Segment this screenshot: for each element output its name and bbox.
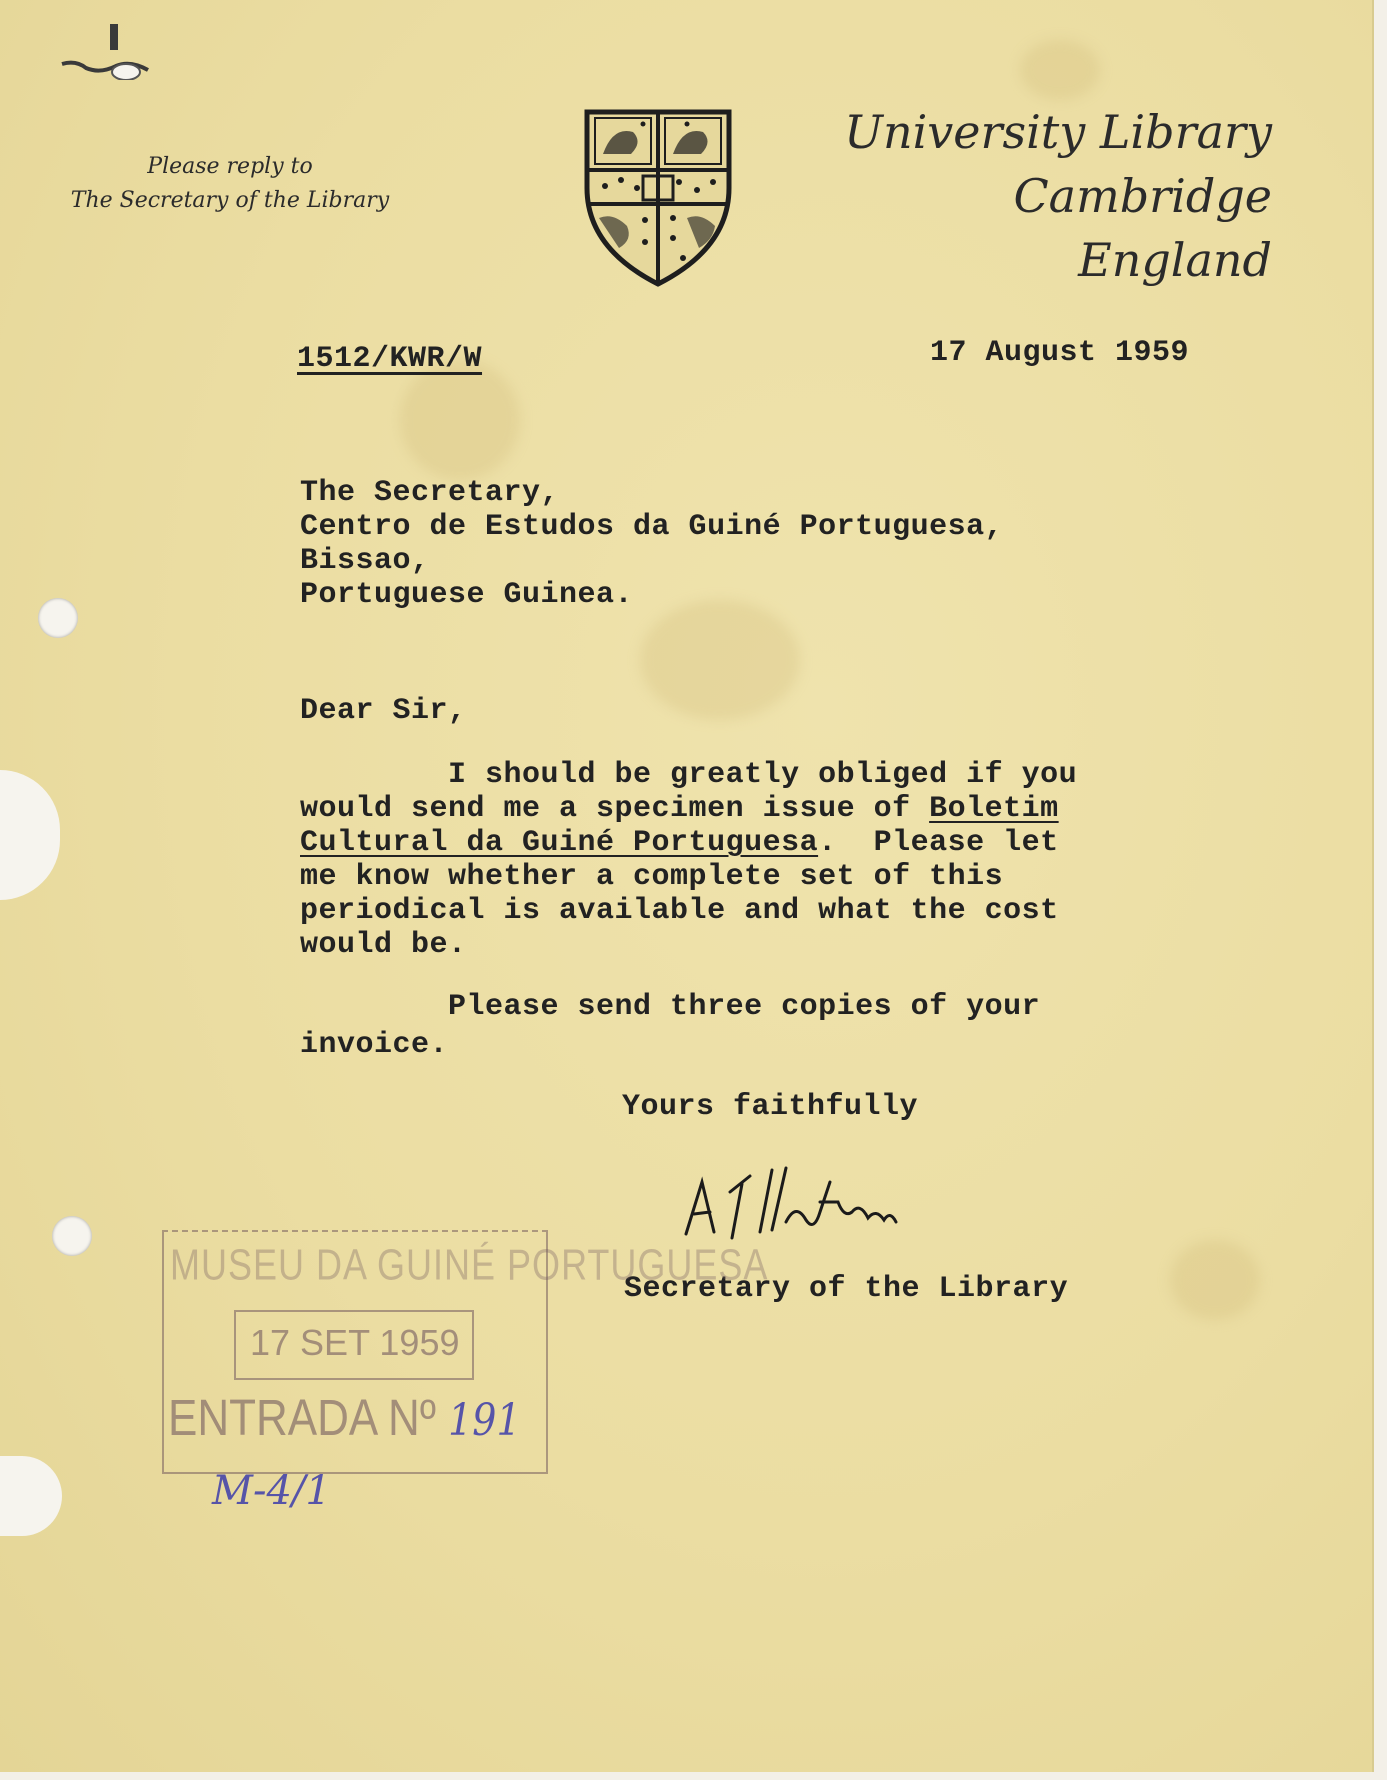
recipient-line: Bissao, xyxy=(300,544,430,578)
stamp-title: MUSEU DA GUINÉ PORTUGUESA xyxy=(170,1239,769,1289)
reply-line-1: Please reply to xyxy=(147,154,313,179)
torn-edge xyxy=(0,770,60,900)
body-line xyxy=(300,792,1077,826)
punch-hole xyxy=(38,598,78,638)
signature xyxy=(680,1162,900,1242)
stamp-entry xyxy=(168,1390,521,1448)
body-line: Please send three copies of your xyxy=(300,990,1041,1024)
body-line: invoice. xyxy=(300,1028,449,1062)
torn-corner-icon xyxy=(56,20,162,80)
paper-stain xyxy=(1020,40,1100,100)
institution-city: Cambridge xyxy=(1013,169,1272,223)
reference-number: 1512/KWR/W xyxy=(297,342,483,376)
recipient-line: Centro de Estudos da Guiné Portuguesa, xyxy=(300,510,1004,544)
institution-name: University Library xyxy=(844,105,1272,159)
stamp-date: 17 SET 1959 xyxy=(250,1322,460,1363)
body-line: would be. xyxy=(300,928,467,962)
reply-to-note xyxy=(70,150,390,218)
handwritten-reference: M-4/1 xyxy=(212,1468,331,1514)
body-line: me know whether a complete set of this xyxy=(300,860,1004,894)
body-line-text: . Please let xyxy=(818,826,1059,860)
salutation: Dear Sir, xyxy=(300,694,467,728)
body-paragraph-1 xyxy=(300,758,1077,962)
stamp-entry-label: ENTRADA Nº xyxy=(168,1390,436,1447)
signer-title: Secretary of the Library xyxy=(624,1272,1069,1306)
letterhead-address xyxy=(844,100,1272,292)
university-crest-icon xyxy=(583,108,733,288)
torn-edge xyxy=(0,1456,62,1536)
reply-line-2: The Secretary of the Library xyxy=(70,188,390,213)
body-paragraph-2 xyxy=(300,988,1040,1064)
periodical-title-part: Boletim xyxy=(929,792,1059,826)
body-line: periodical is available and what the cost xyxy=(300,894,1059,928)
closing: Yours faithfully xyxy=(622,1090,919,1124)
institution-country: England xyxy=(1078,233,1272,287)
stamp-entry-number: 191 xyxy=(448,1394,521,1446)
paper-stain xyxy=(1170,1240,1260,1320)
recipient-address xyxy=(300,476,1003,612)
stamp-date-box xyxy=(234,1310,474,1380)
letter-date: 17 August 1959 xyxy=(930,336,1190,370)
body-line xyxy=(300,826,1077,860)
recipient-line: The Secretary, xyxy=(300,476,560,510)
punch-hole xyxy=(52,1216,92,1256)
paper-stain xyxy=(400,360,520,480)
body-line-text: would send me a specimen issue of xyxy=(300,792,930,826)
body-line: I should be greatly obliged if you xyxy=(300,758,1078,792)
recipient-line: Portuguese Guinea. xyxy=(300,578,634,612)
receipt-stamp xyxy=(162,1230,769,1474)
periodical-title-part: Cultural da Guiné Portuguesa xyxy=(300,826,819,860)
paper-stain xyxy=(640,600,800,720)
